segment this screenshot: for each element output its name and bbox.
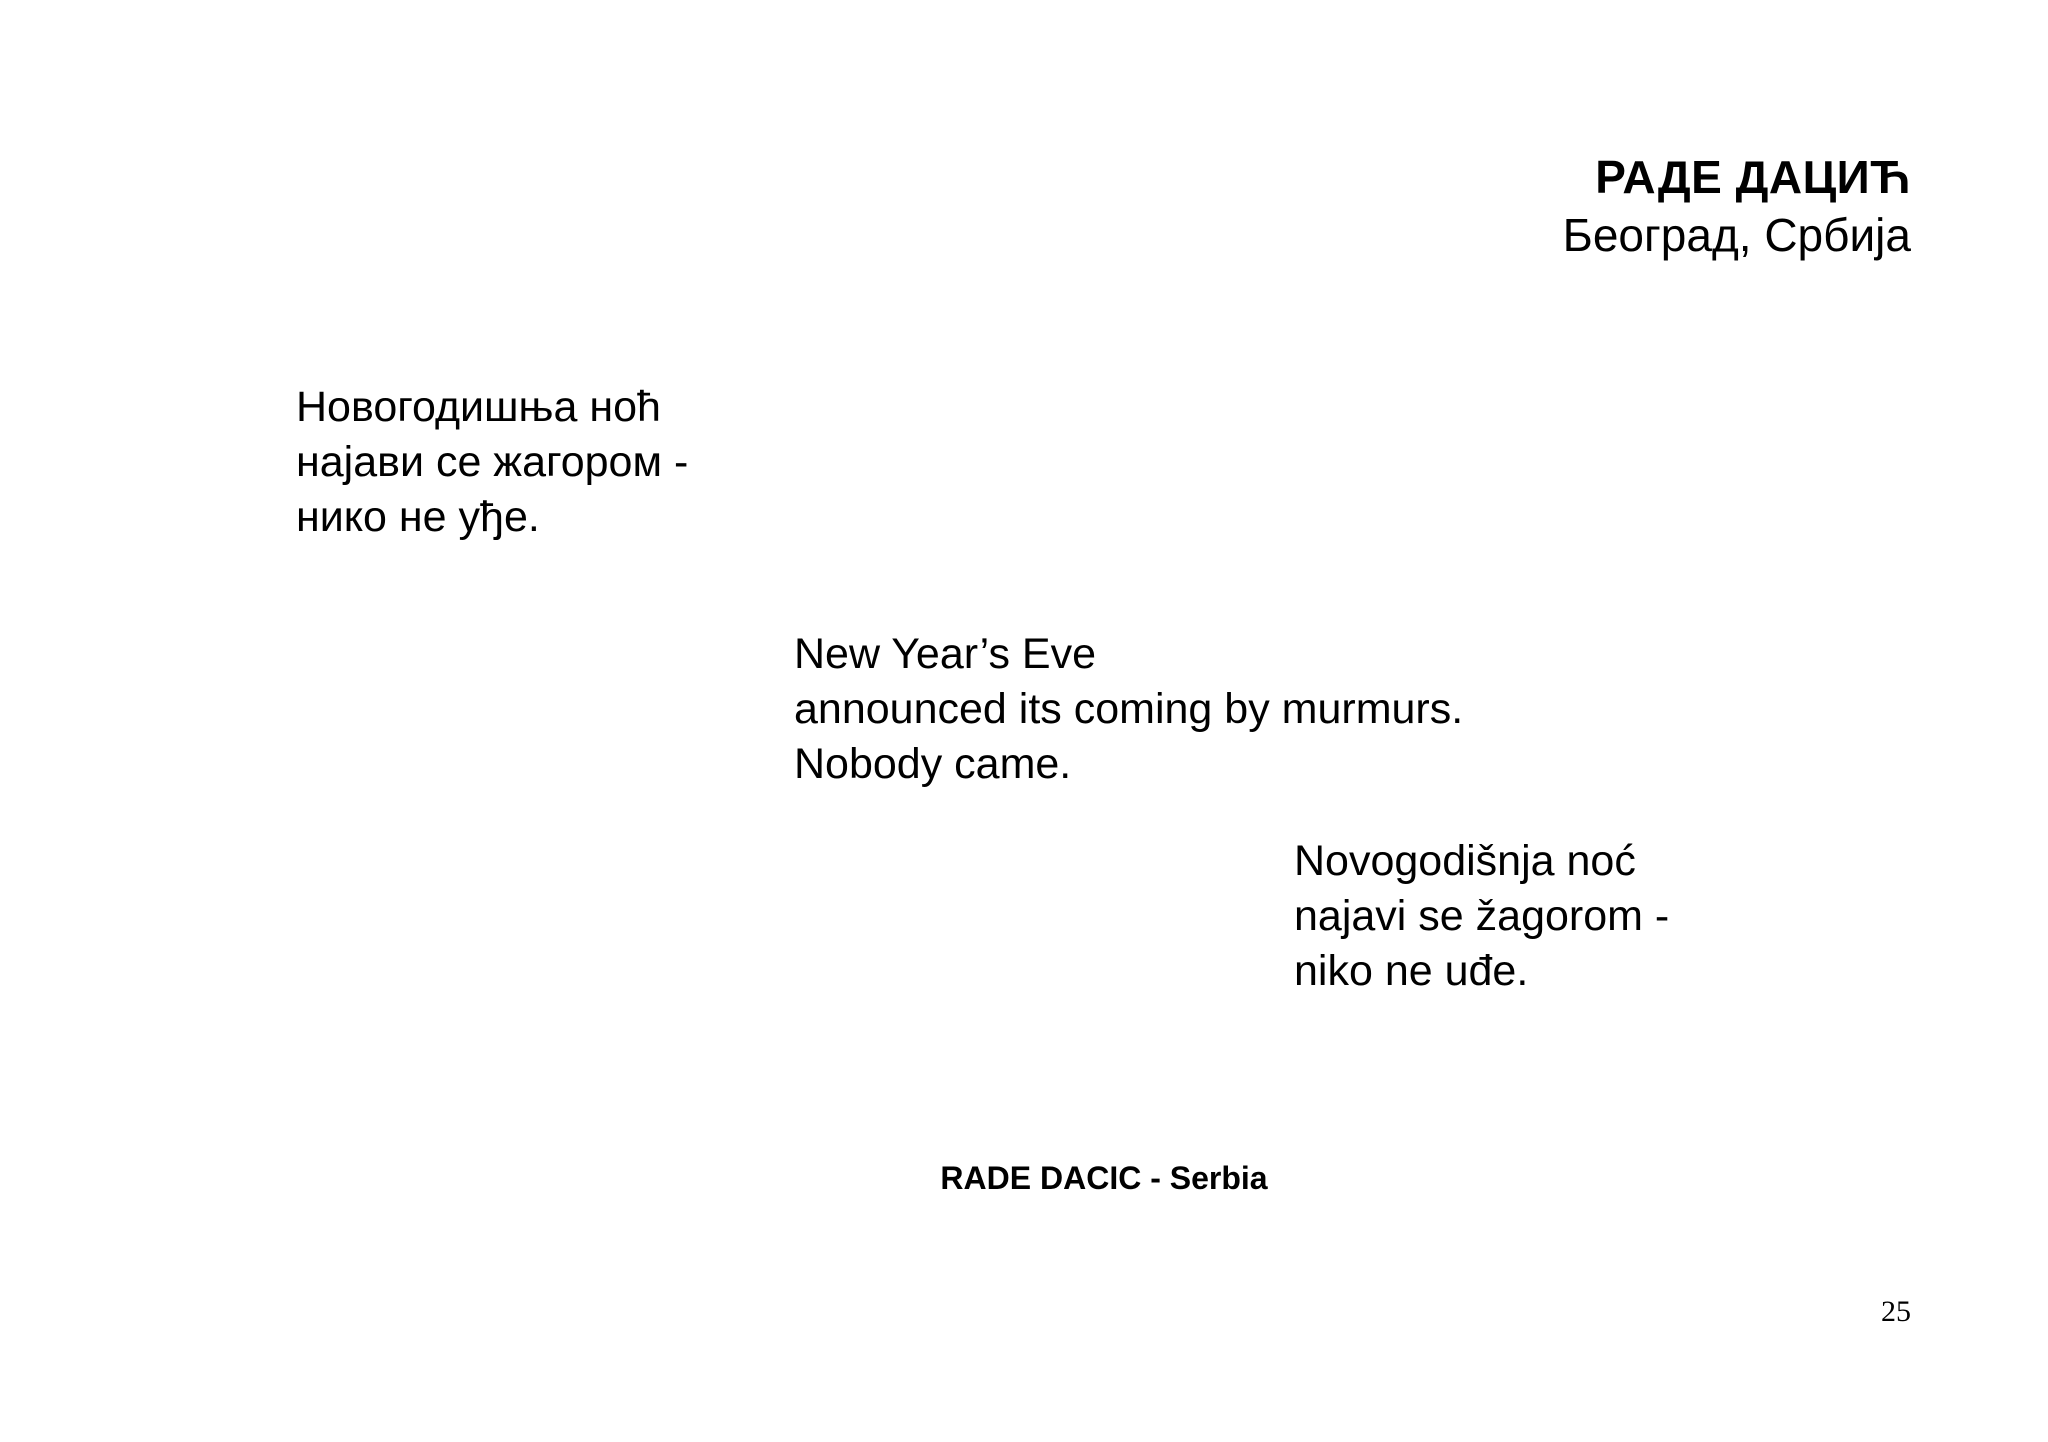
poem-line: announced its coming by murmurs. <box>794 685 1464 733</box>
poem-line: niko ne uđe. <box>1294 947 1529 995</box>
poem-line: Novogodišnja noć <box>1294 837 1636 885</box>
poem-english <box>794 627 1463 792</box>
author-name: РАДЕ ДАЦИЋ <box>1595 151 1911 203</box>
author-block <box>1563 148 1911 264</box>
footer-credit: RADE DACIC - Serbia <box>940 1160 1268 1196</box>
poem-line: najavi se žagorom - <box>1294 892 1670 940</box>
poem-cyrillic <box>296 380 688 545</box>
page-number: 25 <box>1881 1295 1911 1328</box>
poem-line: нико не уђе. <box>296 493 540 541</box>
poem-line: Новогодишња ноћ <box>296 383 661 431</box>
poem-latin <box>1294 834 1669 999</box>
poem-line: Nobody came. <box>794 740 1072 788</box>
poem-line: New Year’s Eve <box>794 630 1096 678</box>
poem-line: најави се жагором - <box>296 438 689 486</box>
author-place: Београд, Србија <box>1562 209 1911 261</box>
